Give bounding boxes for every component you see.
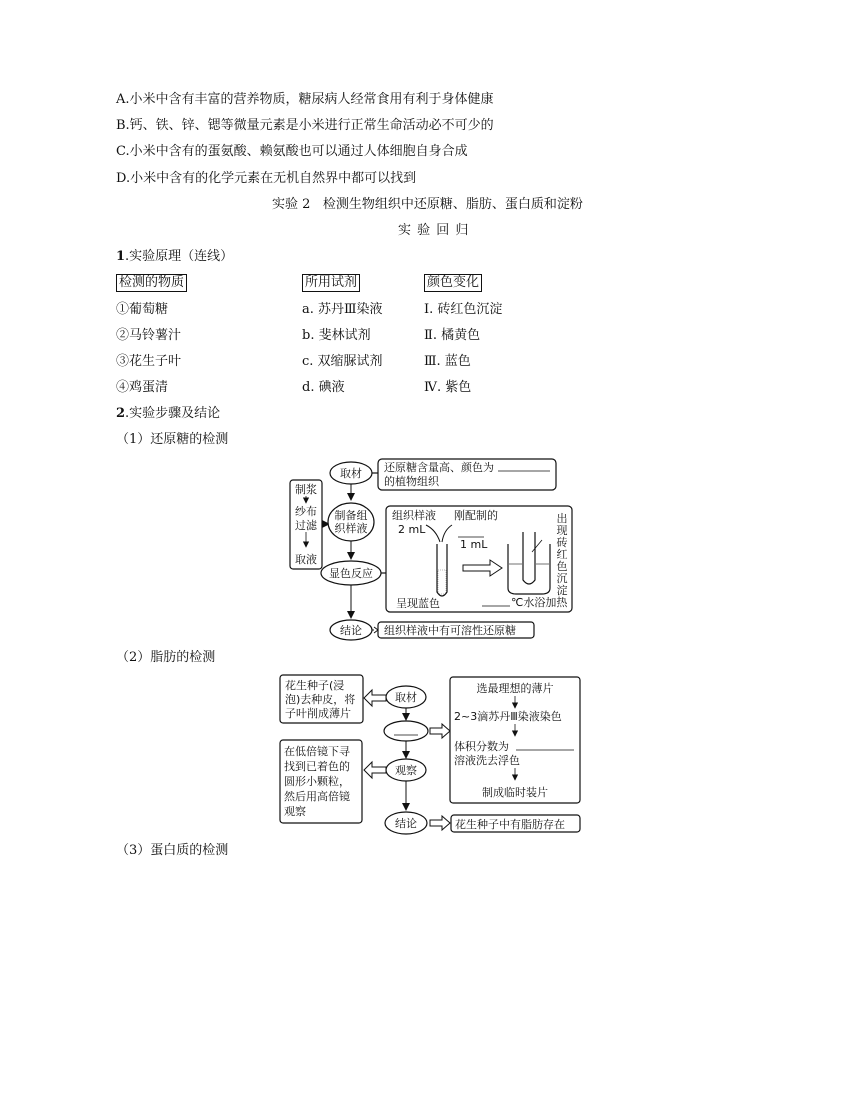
experiment-name: 检测生物组织中还原糖、脂肪、蛋白质和淀粉 bbox=[322, 197, 583, 212]
option-b: B.钙、铁、锌、锶等微量元素是小米进行正常生命活动必不可少的 bbox=[116, 118, 494, 133]
subsection-protein: （3）蛋白质的检测 bbox=[116, 843, 229, 858]
svg-text:红: 红 bbox=[556, 548, 568, 561]
svg-text:呈现蓝色: 呈现蓝色 bbox=[396, 597, 440, 610]
svg-text:2 mL: 2 mL bbox=[398, 523, 426, 536]
svg-text:花生种子中有脂肪存在: 花生种子中有脂肪存在 bbox=[455, 818, 565, 831]
d2-observe: 观察 bbox=[395, 764, 417, 777]
reagent-d: d. 碘液 bbox=[302, 380, 345, 395]
header-color: 颜色变化 bbox=[424, 274, 482, 292]
option-d: D.小米中含有的化学元素在无机自然界中都可以找到 bbox=[116, 171, 417, 186]
substance-1: ①葡萄糖 bbox=[116, 302, 169, 317]
svg-text:沉: 沉 bbox=[556, 572, 568, 585]
svg-text:制备组: 制备组 bbox=[334, 509, 368, 522]
color-3: Ⅲ. 蓝色 bbox=[424, 354, 471, 369]
color-4: Ⅳ. 紫色 bbox=[424, 380, 472, 395]
fat-diagram bbox=[278, 672, 584, 840]
svg-text:子叶削成薄片: 子叶削成薄片 bbox=[285, 707, 351, 720]
d1-qucai: 取材 bbox=[340, 467, 362, 480]
reagent-c: c. 双缩脲试剂 bbox=[302, 354, 383, 369]
svg-text:溶液洗去浮色: 溶液洗去浮色 bbox=[454, 754, 520, 767]
d1-show-color: 显色反应 bbox=[329, 567, 373, 580]
svg-text:淀: 淀 bbox=[556, 584, 568, 597]
header-substance: 检测的物质 bbox=[116, 274, 187, 292]
subsection-fat: （2）脂肪的检测 bbox=[116, 650, 216, 665]
header-reagent: 所用试剂 bbox=[302, 274, 360, 292]
option-c: C.小米中含有的蛋氨酸、赖氨酸也可以通过人体细胞自身合成 bbox=[116, 144, 468, 159]
d1-info-line2: 的植物组织 bbox=[384, 475, 439, 488]
svg-text:纱布: 纱布 bbox=[295, 505, 317, 518]
svg-text:体积分数为: 体积分数为 bbox=[454, 740, 509, 753]
subsection-reducing-sugar: （1）还原糖的检测 bbox=[116, 432, 229, 447]
svg-text:选最理想的薄片: 选最理想的薄片 bbox=[476, 682, 554, 695]
d2-qucai: 取材 bbox=[395, 691, 417, 704]
substance-2: ②马铃薯汁 bbox=[116, 328, 182, 343]
section-1-heading: 1.实验原理（连线） bbox=[116, 249, 234, 264]
svg-text:刚配制的: 刚配制的 bbox=[454, 509, 498, 522]
svg-text:2~3滴苏丹Ⅲ染液染色: 2~3滴苏丹Ⅲ染液染色 bbox=[454, 710, 562, 723]
svg-text:泡)去种皮，将: 泡)去种皮，将 bbox=[285, 693, 356, 706]
svg-text:过滤: 过滤 bbox=[295, 519, 317, 532]
experiment-title bbox=[272, 196, 583, 214]
color-1: Ⅰ. 砖红色沉淀 bbox=[424, 302, 503, 317]
substance-4: ④鸡蛋清 bbox=[116, 380, 169, 395]
substance-3: ③花生子叶 bbox=[116, 354, 182, 369]
svg-text:组织样液: 组织样液 bbox=[392, 509, 436, 522]
d1-conclusion: 结论 bbox=[340, 624, 362, 637]
svg-text:花生种子(浸: 花生种子(浸 bbox=[285, 679, 345, 692]
d2-conclusion: 结论 bbox=[395, 817, 417, 830]
svg-text:砖: 砖 bbox=[556, 536, 568, 549]
svg-text:现: 现 bbox=[556, 524, 568, 537]
svg-text:找到已着色的: 找到已着色的 bbox=[284, 760, 350, 773]
color-2: Ⅱ. 橘黄色 bbox=[424, 328, 481, 343]
svg-text:然后用高倍镜: 然后用高倍镜 bbox=[284, 790, 350, 803]
svg-text:制浆: 制浆 bbox=[295, 483, 317, 496]
svg-text:1 mL: 1 mL bbox=[460, 538, 488, 551]
experiment-label: 实验 2 bbox=[272, 197, 311, 212]
svg-text:制成临时装片: 制成临时装片 bbox=[482, 786, 548, 799]
reagent-b: b. 斐林试剂 bbox=[302, 328, 371, 343]
reagent-a: a. 苏丹Ⅲ染液 bbox=[302, 302, 383, 317]
svg-text:色: 色 bbox=[556, 560, 568, 573]
svg-text:在低倍镜下寻: 在低倍镜下寻 bbox=[284, 745, 350, 758]
svg-text:织样液: 织样液 bbox=[334, 522, 368, 535]
svg-text:℃水浴加热: ℃水浴加热 bbox=[511, 596, 568, 609]
d1-info-line1: 还原糖含量高、颜色为 bbox=[384, 461, 494, 474]
reducing-sugar-diagram bbox=[280, 452, 580, 646]
svg-text:出: 出 bbox=[556, 512, 568, 525]
svg-text:圆形小颗粒，: 圆形小颗粒， bbox=[284, 775, 350, 788]
svg-text:取液: 取液 bbox=[295, 553, 317, 566]
review-heading: 实 验 回 归 bbox=[398, 223, 470, 238]
svg-text:组织样液中有可溶性还原糖: 组织样液中有可溶性还原糖 bbox=[384, 624, 516, 637]
section-2-heading: 2.实验步骤及结论 bbox=[116, 406, 221, 421]
option-a: A.小米中含有丰富的营养物质，糖尿病人经常食用有利于身体健康 bbox=[116, 92, 494, 107]
svg-text:观察: 观察 bbox=[284, 805, 306, 818]
